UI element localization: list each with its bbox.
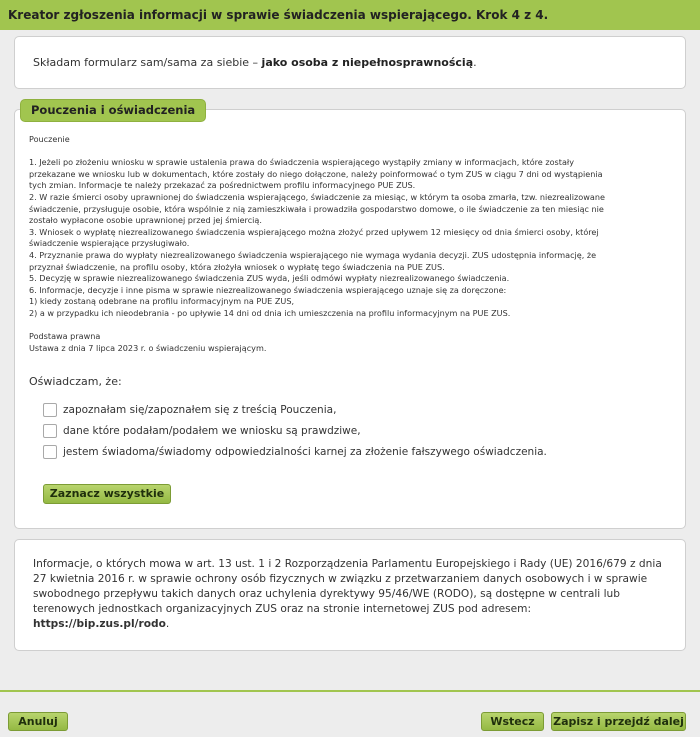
checkbox-instructions-read[interactable]	[43, 403, 57, 417]
instructions-line: 5. Decyzję w sprawie niezrealizowanego świadczenia ZUS wyda, jeśli odmówi wypłaty niezrealizowanego świadczenia.	[29, 273, 510, 284]
applicant-type: jako osoba z niepełnosprawnością	[261, 56, 474, 69]
back-button[interactable]: Wstecz	[481, 712, 544, 731]
checkbox-data-true[interactable]	[43, 424, 57, 438]
rodo-text	[33, 557, 668, 632]
instructions-line: 6. Informacje, decyzje i inne pisma w sprawie niezrealizowanego świadczenia wspierającego uznaje się za doręczone:	[29, 284, 507, 295]
section-legend: Pouczenia i oświadczenia	[20, 99, 206, 122]
legal-basis-text: Ustawa z dnia 7 lipca 2023 r. o świadczeniu wspierającym.	[29, 342, 267, 353]
declaration-row-instructions[interactable]	[43, 403, 336, 417]
rodo-panel	[14, 539, 686, 651]
applicant-info-panel	[14, 36, 686, 89]
declaration-row-data-true[interactable]	[43, 424, 361, 438]
instructions-line: 1. Jeżeli po złożeniu wniosku w sprawie ustalenia prawa do świadczenia wspierającego wystąpiły zmiany w informacjach, które zostały	[29, 157, 574, 168]
checkbox-label[interactable]: jestem świadoma/świadomy odpowiedzialności karnej za złożenie fałszywego oświadczenia.	[63, 446, 547, 458]
wizard-header	[0, 0, 700, 30]
instructions-line: 1) kiedy zostaną odebrane na profilu informacyjnym na PUE ZUS,	[29, 296, 295, 307]
instructions-title: Pouczenie	[29, 134, 70, 144]
cancel-button[interactable]: Anuluj	[8, 712, 68, 731]
instructions-line: tych zmian. Informacje te należy przekazać za pośrednictwem profilu informacyjnego PUE ZUS.	[29, 180, 416, 191]
rodo-link-suffix: .	[165, 618, 170, 630]
rodo-body: Informacje, o których mowa w art. 13 ust. 1 i 2 Rozporządzenia Parlamentu Europejskiego i Rady (UE) 2016/679 z dnia 27 kwietnia 2016 r. w sprawie ochrony osób fizycznych w związku z przetwarzaniem danych osobowych i w sprawie swobodnego przepływu takich danych oraz uchylenia dyrektywy 95/46/WE (RODO), są dostępne w centrali lub terenowych jednostkach organizacyjnych ZUS oraz na stronie internetowej ZUS pod adresem:	[33, 558, 662, 615]
instructions-line: świadczenie wspierające przysługiwało.	[29, 238, 190, 249]
footer-divider	[0, 690, 700, 692]
page-title: Kreator zgłoszenia informacji w sprawie świadczenia wspierającego. Krok 4 z 4.	[8, 8, 549, 22]
applicant-info-text	[33, 56, 477, 69]
instructions-line: 2) a w przypadku ich nieodebrania - po upływie 14 dni od dnia ich umieszczenia na profilu informacyjnym na PUE ZUS.	[29, 307, 511, 318]
rodo-link[interactable]: https://bip.zus.pl/rodo	[33, 618, 166, 630]
instructions-line: 4. Przyznanie prawa do wypłaty niezrealizowanego świadczenia wspierającego nie wymaga wydania decyzji. ZUS udostępnia informację, że	[29, 249, 597, 260]
instructions-line: świadczenie, przysługuje osobie, która wspólnie z nią zamieszkiwała i prowadziła gospodarstwo domowe, o ile świadczenie za ten miesiąc nie	[29, 203, 604, 214]
declaration-row-liability[interactable]	[43, 445, 547, 459]
legal-basis-title: Podstawa prawna	[29, 331, 101, 342]
instructions-line: przyznał świadczenie, na profilu osoby, która złożyła wniosek o wypłatę tego świadczenia na PUE ZUS.	[29, 261, 445, 272]
instructions-line: 2. W razie śmierci osoby uprawnionej do świadczenia wspierającego, świadczenie za miesiąc, w którym ta osoba zmarła, tzw. niezrealizowane	[29, 191, 605, 202]
declare-label: Oświadczam, że:	[29, 375, 122, 388]
checkbox-label[interactable]: dane które podałam/podałem we wniosku są prawdziwe,	[63, 425, 361, 437]
select-all-button[interactable]: Zaznacz wszystkie	[43, 484, 171, 504]
instructions-line: 3. Wniosek o wypłatę niezrealizowanego świadczenia wspierającego można złożyć przed upływem 12 miesięcy od dnia śmierci osoby, której	[29, 226, 599, 237]
checkbox-label[interactable]: zapoznałam się/zapoznałem się z treścią Pouczenia,	[63, 404, 337, 416]
instructions-line: przekazane we wniosku lub w dokumentach, które zostały do niego dołączone, należy poinformować o tym ZUS w ciągu 7 dni od wystąpienia	[29, 168, 603, 179]
applicant-suffix: .	[473, 56, 477, 69]
instructions-text	[29, 134, 679, 354]
save-and-continue-button[interactable]: Zapisz i przejdź dalej	[551, 712, 686, 731]
instructions-line: zostało wypłacone osobie uprawnionej przed jej śmiercią.	[29, 215, 262, 226]
checkbox-criminal-liability[interactable]	[43, 445, 57, 459]
applicant-prefix: Składam formularz sam/sama za siebie –	[33, 56, 262, 69]
